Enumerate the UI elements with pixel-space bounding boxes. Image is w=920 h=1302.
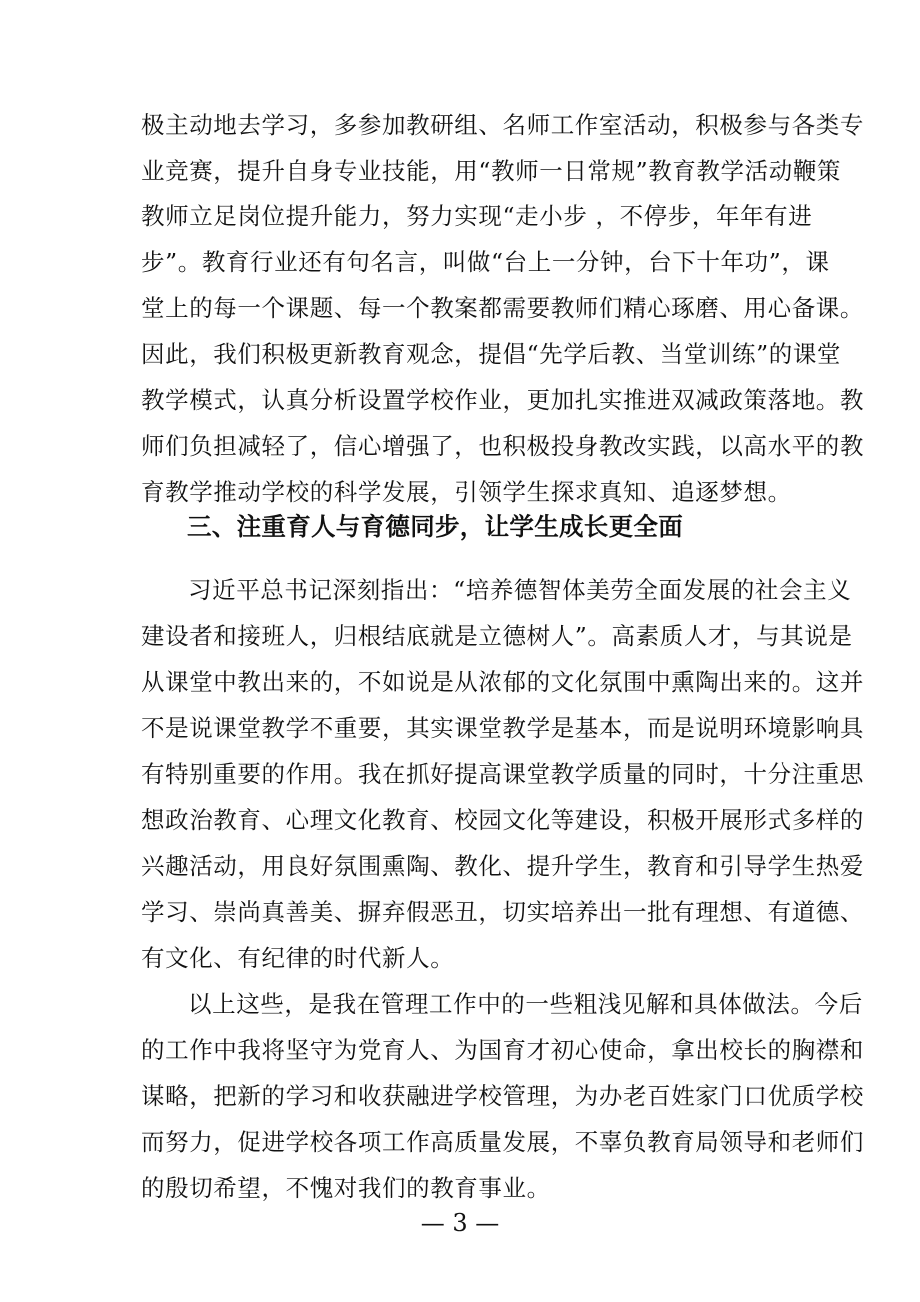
text-line: 兴趣活动，用良好氛围熏陶、教化、提升学生，教育和引导学生热爱 [141,852,864,880]
text-line: 建设者和接班人，归根结底就是立德树人”。高素质人才，与其说是 [141,622,853,650]
text-line: 习近平总书记深刻指出：“培养德智体美劳全面发展的社会主义 [188,576,852,604]
text-line: 教学模式，认真分析设置学校作业，更加扎实推进双减政策落地。教 [141,386,864,414]
text-line: 业竞赛，提升自身专业技能，用“教师一日常规”教育教学活动鞭策 [141,157,842,185]
text-line: 因此，我们积极更新教育观念，提倡“先学后教、当堂训练”的课堂 [141,340,842,368]
text-line: 堂上的每一个课题、每一个教案都需要教师们精心琢磨、用心备课。 [141,294,864,322]
text-line: 想政治教育、心理文化教育、校园文化等建设，积极开展形式多样的 [141,806,864,834]
text-line: 师们负担减轻了，信心增强了，也积极投身教改实践，以高水平的教 [141,432,864,460]
text-line: 的工作中我将坚守为党育人、为国育才初心使命，拿出校长的胸襟和 [141,1036,864,1064]
text-line: 学习、崇尚真善美、摒弃假恶丑，切实培养出一批有理想、有道德、 [141,898,864,926]
text-line: 有文化、有纪律的时代新人。 [141,944,455,972]
text-line: 的殷切希望，不愧对我们的教育事业。 [141,1174,551,1202]
text-line: 教师立足岗位提升能力，努力实现“走小步 ，不停步，年年有进 [141,202,813,230]
text-line: 以上这些，是我在管理工作中的一些粗浅见解和具体做法。今后 [188,990,863,1018]
text-line: 步”。教育行业还有句名言，叫做“台上一分钟，台下十年功”，课 [141,248,830,276]
text-line: 极主动地去学习，多参加教研组、名师工作室活动，积极参与各类专 [141,111,864,139]
section-heading: 三、注重育人与育德同步，让学生成长更全面 [187,512,683,541]
text-line: 而努力，促进学校各项工作高质量发展，不辜负教育局领导和老师们 [141,1128,864,1156]
text-line: 有特别重要的作用。我在抓好提高课堂教学质量的同时，十分注重思 [141,760,864,788]
text-line: 育教学推动学校的科学发展，引领学生探求真知、追逐梦想。 [141,478,792,506]
text-line: 不是说课堂教学不重要，其实课堂教学是基本，而是说明环境影响具 [141,714,864,742]
text-line: 从课堂中教出来的，不如说是从浓郁的文化氛围中熏陶出来的。这并 [141,668,864,696]
page-number: — 3 — [420,1209,500,1237]
text-line: 谋略，把新的学习和收获融进学校管理，为办老百姓家门口优质学校 [141,1082,864,1110]
